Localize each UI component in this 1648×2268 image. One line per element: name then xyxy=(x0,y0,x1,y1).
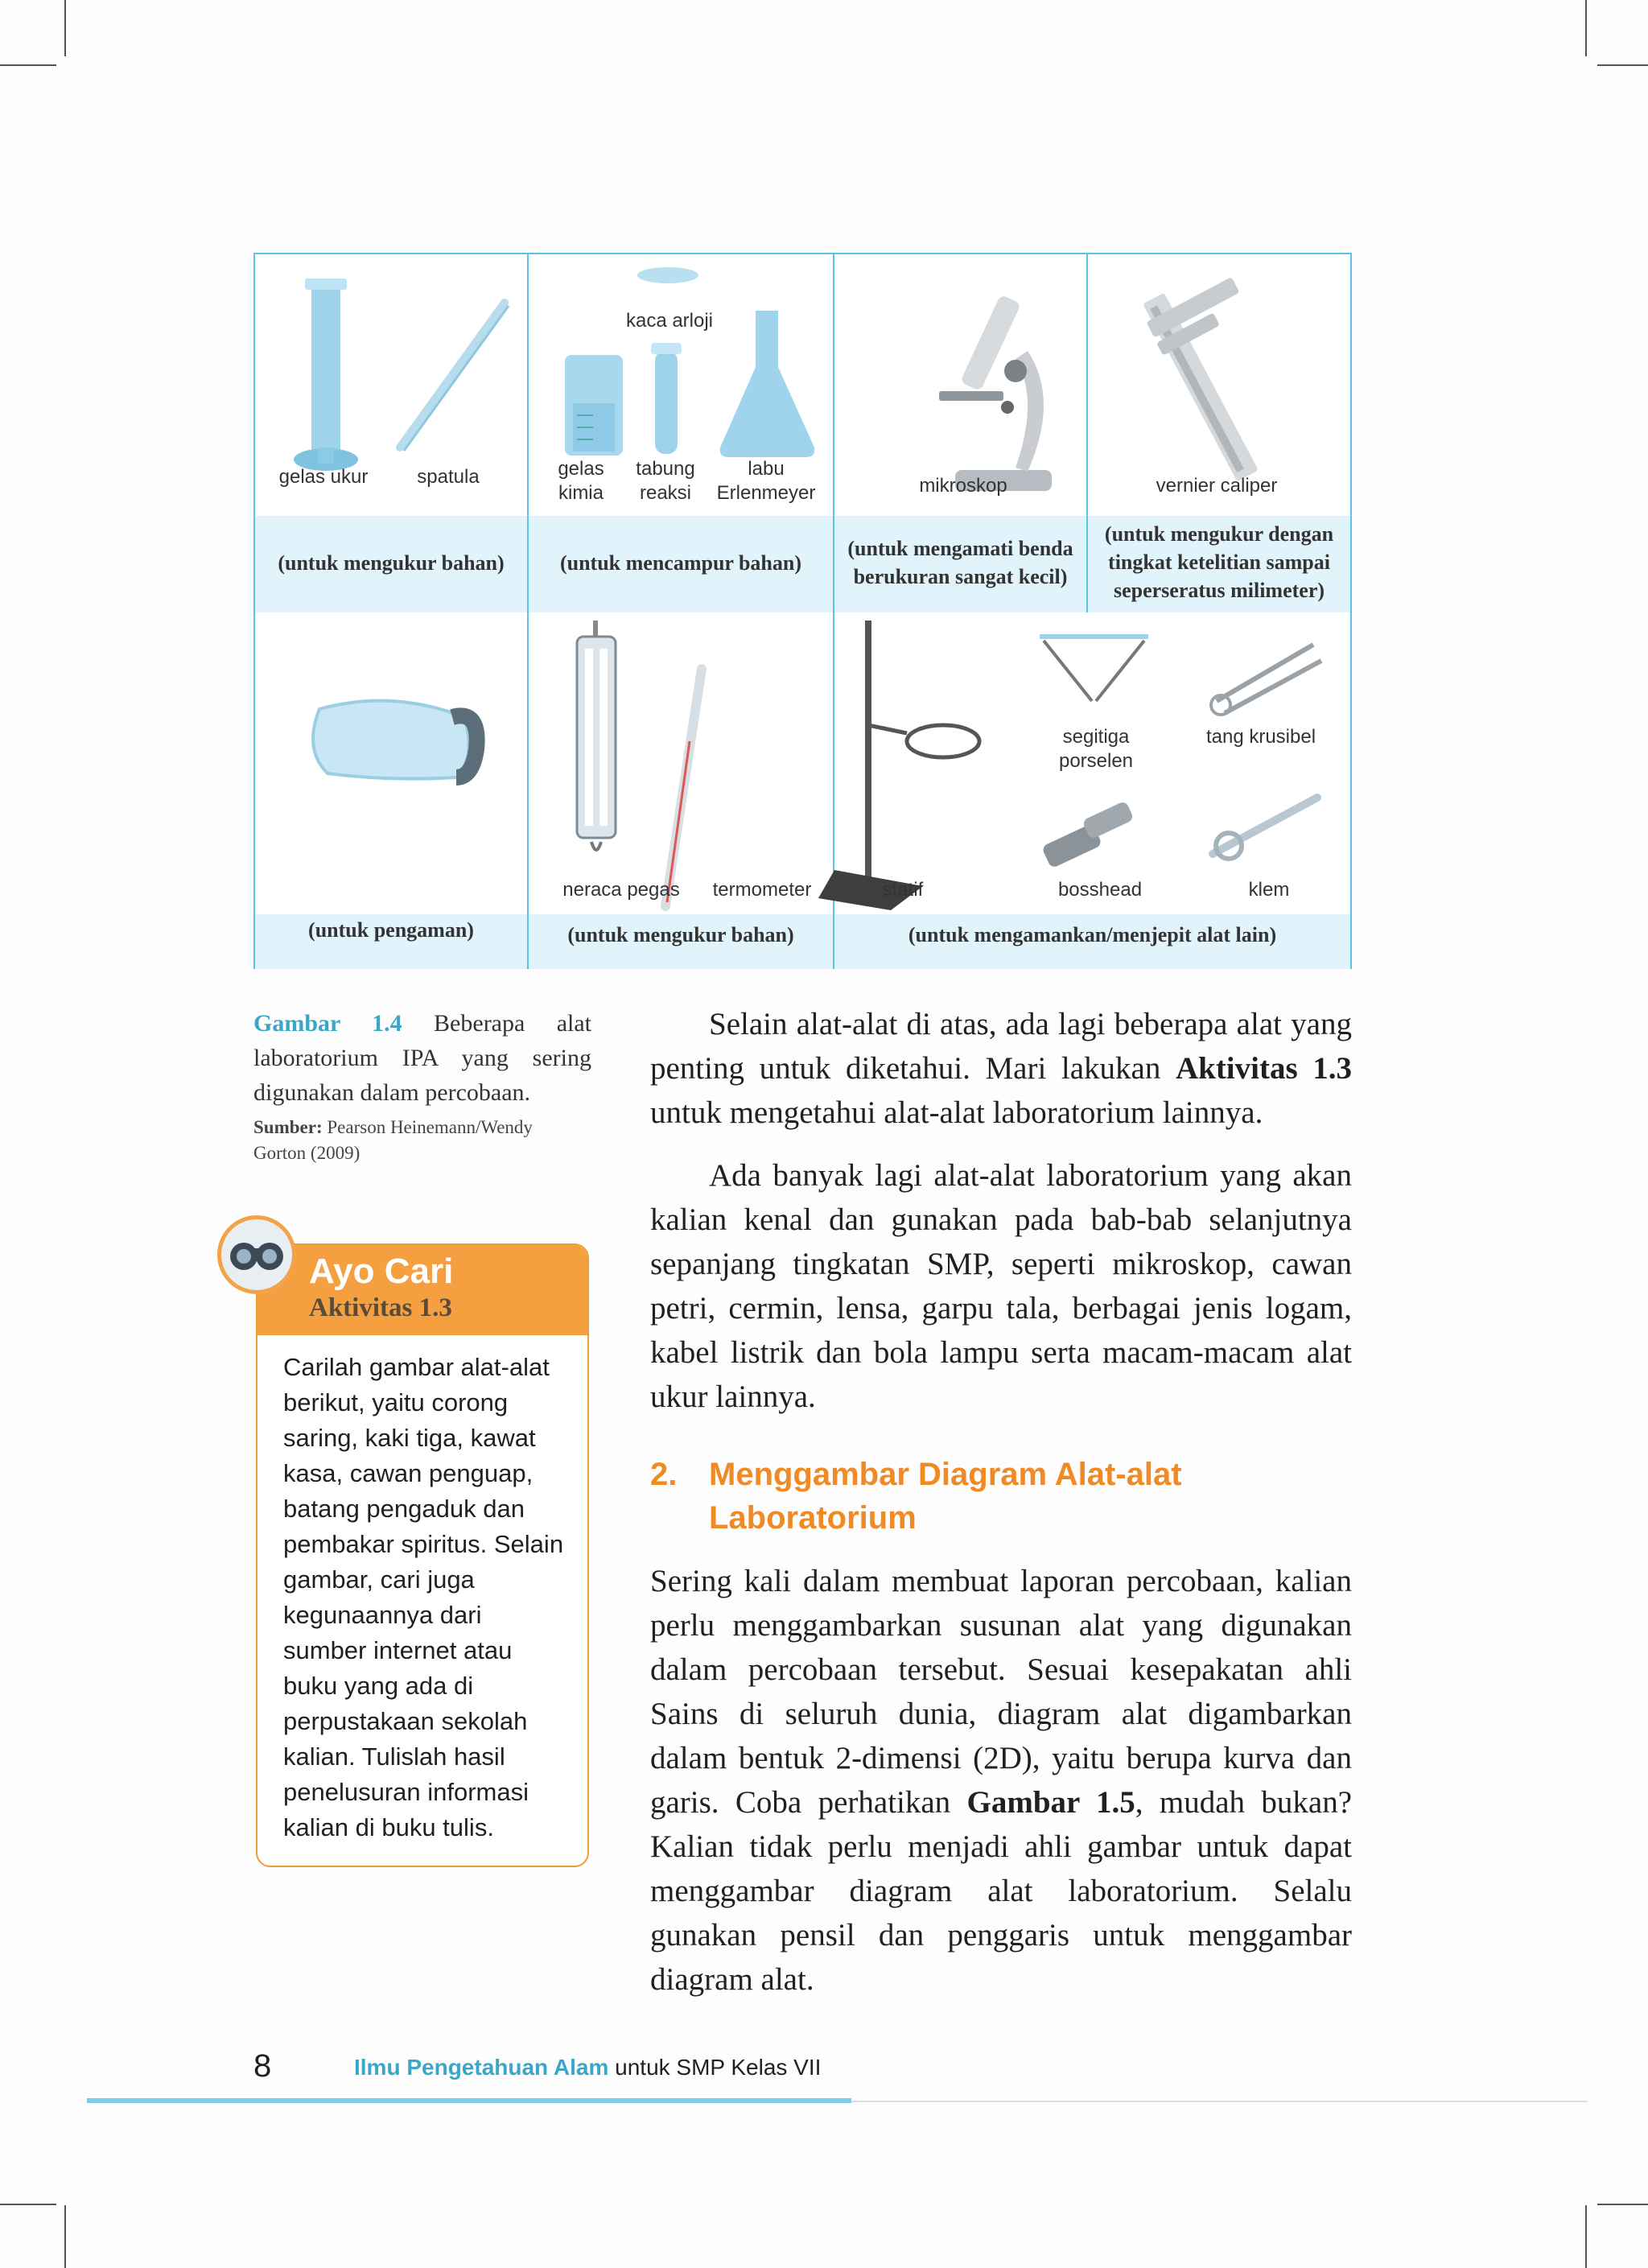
neraca-pegas-icon xyxy=(577,621,616,850)
body-paragraph-1 xyxy=(650,1002,1352,1135)
crop-mark xyxy=(1597,64,1648,66)
termometer-icon xyxy=(665,669,702,906)
source-text: Pearson Heinemann/Wendy Gorton (2009) xyxy=(253,1117,533,1163)
ayo-cari-body: Carilah gambar alat-alat berikut, yaitu corong saring, kaki tiga, kawat kasa, cawan penguap, batang pengaduk dan pembakar spiritus. Selain gambar, cari juga kegunaannya dari sumber internet atau buku yang ada di perpustakaan sekolah kalian. Tulislah hasil penelusuran informasi kalian di buku tulis. xyxy=(283,1353,564,1841)
p1-text-a: Selain alat-alat di atas, ada lagi beberapa alat yang penting untuk diketahui. Mari lakukan xyxy=(650,1007,1352,1086)
use-mengamankan: (untuk mengamankan/menjepit alat lain) xyxy=(908,923,1277,946)
label-statif: statif xyxy=(882,879,924,901)
label-mikroskop: mikroskop xyxy=(919,475,1007,497)
statif-icon xyxy=(818,621,979,910)
footer-title-colored: Ilmu Pengetahuan Alam xyxy=(354,2055,609,2080)
label-labu-erlenmeyer: labu Erlenmeyer xyxy=(716,458,816,504)
caption-label: Gambar 1.4 xyxy=(253,1010,402,1037)
heading-text: Menggambar Diagram Alat-alat Laboratorium xyxy=(709,1457,1182,1536)
p3-text-a: Sering kali dalam membuat laporan percobaan, kalian perlu menggambarkan susunan alat yang digunakan dalam percobaan tersebut. Sesuai kesepakatan ahli Sains di seluruh dunia, diagram alat digambarkan dalam bentuk 2-dimensi (2D), yaitu berupa kurva dan garis. Coba perhatikan xyxy=(650,1564,1352,1820)
kacamata-pengaman-icon xyxy=(313,701,477,779)
ayo-cari-box xyxy=(256,1243,589,1867)
tang-krusibel-icon xyxy=(1211,645,1321,715)
label-segitiga-porselen: segitiga porselen xyxy=(1058,726,1134,772)
ayo-cari-subtitle: Aktivitas 1.3 xyxy=(309,1293,452,1322)
labu-erlenmeyer-icon xyxy=(720,311,815,457)
lab-equipment-figure xyxy=(253,253,1352,969)
gelas-ukur-icon xyxy=(294,278,358,471)
crop-mark xyxy=(1585,2205,1587,2268)
heading-number: 2. xyxy=(650,1457,678,1492)
label-tang-krusibel: tang krusibel xyxy=(1205,726,1316,748)
use-mengukur-bahan: (untuk mengukur bahan) xyxy=(278,551,505,575)
vernier-caliper-icon xyxy=(1143,277,1259,481)
source-label: Sumber: xyxy=(253,1117,323,1137)
bosshead-icon xyxy=(1041,801,1135,869)
crop-mark xyxy=(64,0,66,56)
footer-rule-accent xyxy=(87,2098,851,2103)
caption-text: Beberapa alat laboratorium IPA yang sering digunakan dalam percobaan. xyxy=(253,1010,591,1106)
kaca-arloji-icon xyxy=(637,267,698,283)
binoculars-icon xyxy=(217,1215,296,1294)
label-gelas-kimia: gelas kimia xyxy=(558,458,604,504)
mikroskop-icon xyxy=(939,295,1052,491)
crop-mark xyxy=(1585,0,1587,56)
use-mengukur-bahan-2: (untuk mengukur bahan) xyxy=(567,923,794,946)
figure-source xyxy=(253,1115,575,1166)
p2-text: Ada banyak lagi alat-alat laboratorium yang akan kalian kenal dan gunakan pada bab-bab selanjutnya sepanjang tingkatan SMP, seperti mikroskop, cawan petri, cermin, lensa, garpu tala, berbagai jenis logam, kabel listrik dan bola lampu serta macam-macam alat ukur lainnya. xyxy=(650,1158,1352,1414)
footer-title-rest: untuk SMP Kelas VII xyxy=(608,2055,822,2080)
label-gelas-ukur: gelas ukur xyxy=(278,466,369,488)
label-termometer: termometer xyxy=(712,879,812,901)
row2-illustrations xyxy=(255,612,1350,914)
use-mengamati: (untuk mengamati benda berukuran sangat kecil) xyxy=(847,537,1073,588)
p3-bold: Gambar 1.5 xyxy=(966,1785,1135,1820)
label-kaca-arloji: kaca arloji xyxy=(625,310,714,332)
figure-caption xyxy=(253,1006,591,1110)
footer-rule xyxy=(851,2101,1588,2102)
tabung-reaksi-icon xyxy=(651,343,682,454)
crop-mark xyxy=(0,64,56,66)
gelas-kimia-icon xyxy=(565,355,623,456)
p3-text-b: , mudah bukan? Kalian tidak perlu menjadi ahli gambar untuk dapat menggambar diagram alat laboratorium. Selalu gunakan pensil dan penggaris untuk menggambar diagram alat. xyxy=(650,1785,1353,1997)
page-number: 8 xyxy=(253,2048,272,2084)
body-paragraph-3 xyxy=(650,1559,1352,2002)
segitiga-porselen-icon xyxy=(1040,637,1148,701)
ayo-cari-title: Ayo Cari xyxy=(309,1252,454,1291)
use-ketelitian: (untuk mengukur dengan tingkat ketelitian sampai seperseratus milimeter) xyxy=(1104,522,1334,602)
klem-icon xyxy=(1213,798,1317,859)
spatula-icon xyxy=(400,303,509,451)
use-pengaman: (untuk pengaman) xyxy=(308,918,474,942)
crop-mark xyxy=(64,2205,66,2268)
body-paragraph-2 xyxy=(650,1153,1352,1419)
label-bosshead: bosshead xyxy=(1057,879,1143,901)
label-vernier-caliper: vernier caliper xyxy=(1156,475,1278,497)
label-klem: klem xyxy=(1248,879,1290,901)
label-spatula: spatula xyxy=(417,466,480,488)
label-neraca-pegas: neraca pegas xyxy=(562,879,680,901)
p1-bold: Aktivitas 1.3 xyxy=(1175,1051,1352,1086)
crop-mark xyxy=(0,2204,56,2205)
p1-text-b: untuk mengetahui alat-alat laboratorium lainnya. xyxy=(650,1095,1263,1130)
label-tabung-reaksi: tabung reaksi xyxy=(636,458,695,504)
use-mencampur-bahan: (untuk mencampur bahan) xyxy=(559,551,802,575)
running-footer xyxy=(354,2055,821,2080)
crop-mark xyxy=(1597,2204,1648,2205)
